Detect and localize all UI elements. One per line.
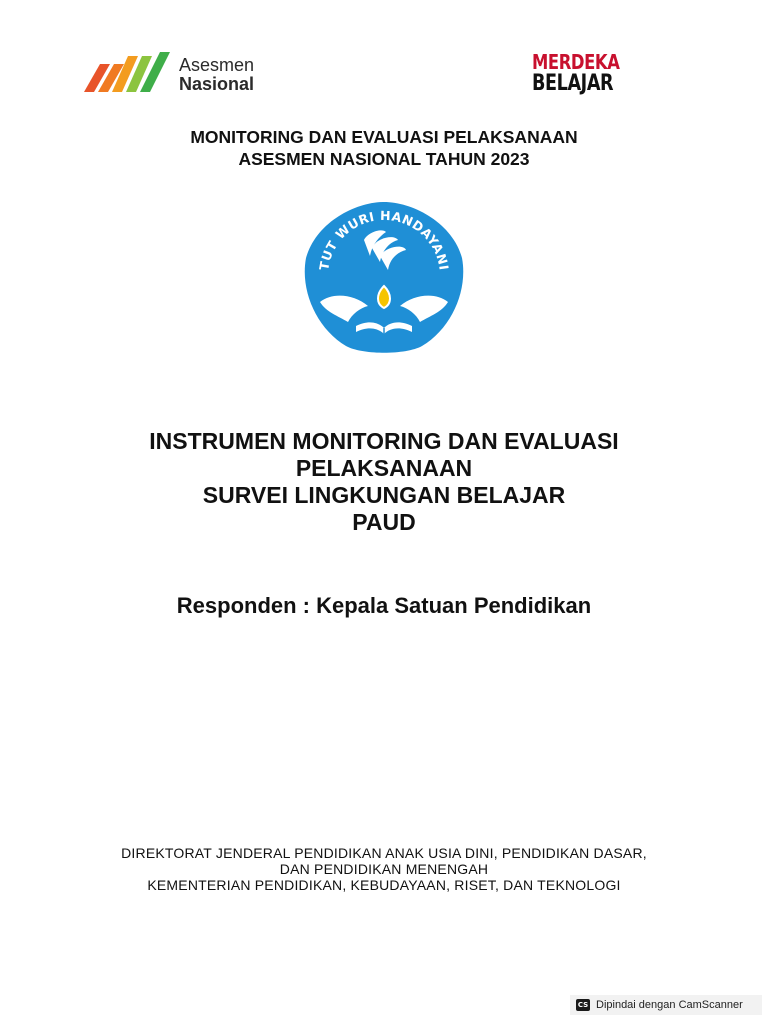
headline-line1: MONITORING DAN EVALUASI PELAKSANAAN xyxy=(190,127,578,147)
merdeka-belajar-logo xyxy=(532,52,624,98)
camscanner-icon: CS xyxy=(577,1001,589,1009)
headline-line2: ASESMEN NASIONAL TAHUN 2023 xyxy=(238,149,530,169)
institution-line3: KEMENTERIAN PENDIDIKAN, KEBUDAYAAN, RISET, DAN TEKNOLOGI xyxy=(147,877,621,893)
asesmen-nasional-logo-line1: Asesmen xyxy=(179,55,255,75)
tut-wuri-handayani-emblem-icon xyxy=(302,198,466,358)
instrument-title xyxy=(0,428,768,536)
camscanner-watermark xyxy=(570,995,762,1015)
camscanner-text: Dipindai dengan CamScanner xyxy=(596,999,743,1011)
asesmen-nasional-logo-line2: Nasional xyxy=(179,74,255,94)
institution-line1: DIREKTORAT JENDERAL PENDIDIKAN ANAK USIA DINI, PENDIDIKAN DASAR, xyxy=(121,845,647,861)
title-line2: PELAKSANAAN xyxy=(295,455,473,481)
title-line1: INSTRUMEN MONITORING DAN EVALUASI xyxy=(149,428,619,454)
asesmen-nasional-logo xyxy=(84,50,284,96)
respondent-label: Responden : Kepala Satuan Pendidikan xyxy=(176,593,592,618)
title-line3: SURVEI LINGKUNGAN BELAJAR xyxy=(202,482,566,508)
merdeka-belajar-logo-line2: BELAJAR xyxy=(532,71,614,96)
title-line4: PAUD xyxy=(352,509,416,535)
document-headline xyxy=(0,126,768,170)
institution-line2: DAN PENDIDIKAN MENENGAH xyxy=(279,861,489,877)
merdeka-belajar-logo-line1: MERDEKA xyxy=(532,50,620,74)
asesmen-nasional-mark-icon xyxy=(84,50,172,94)
emblem-motto: TUT WURI HANDAYANI xyxy=(316,207,452,272)
institution-block xyxy=(0,845,768,893)
